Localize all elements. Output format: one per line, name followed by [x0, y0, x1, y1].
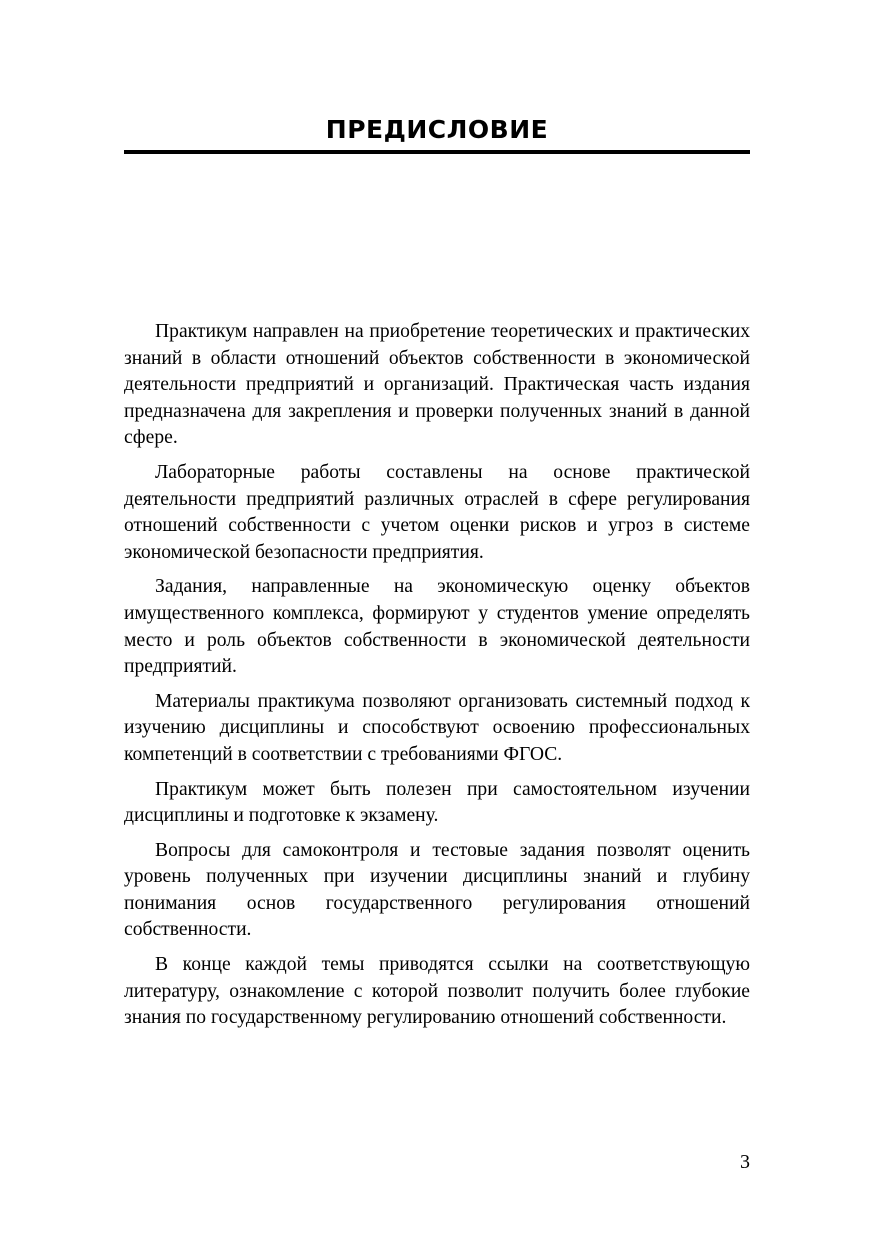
title-underline	[124, 150, 750, 154]
page-title: ПРЕДИСЛОВИЕ	[325, 115, 549, 144]
paragraph: Материалы практикума позволяют организовать системный подход к изучению дисциплины и способствуют освоению профессиональных компетенций в соответствии с требованиями ФГОС.	[124, 690, 750, 765]
page-number: 3	[740, 1151, 750, 1173]
preface-body	[124, 319, 750, 1040]
paragraph: Практикум может быть полезен при самостоятельном изучении дисциплины и подготовке к экзамену.	[124, 778, 750, 827]
paragraph: Задания, направленные на экономическую оценку объектов имущественного комплекса, формируют у студентов умение определять место и роль объектов собственности в экономической деятельности предприятий.	[124, 576, 750, 678]
paragraph: Практикум направлен на приобретение теоретических и практических знаний в области отношений объектов собственности в экономической деятельности предприятий и организаций. Практическая часть издания предназначена для закрепления и проверки полученных знаний в данной сфере.	[124, 321, 750, 449]
paragraph: В конце каждой темы приводятся ссылки на соответствующую литературу, ознакомление с которой позволит получить более глубокие знания по государственному регулированию отношений собственности.	[124, 954, 750, 1029]
paragraph: Вопросы для самоконтроля и тестовые задания позволят оценить уровень полученных при изучении дисциплины знаний и глубину понимания основ государственного регулирования отношений собственности.	[124, 839, 750, 941]
paragraph: Лабораторные работы составлены на основе практической деятельности предприятий различных отраслей в сфере регулирования отношений собственности с учетом оценки рисков и угроз в системе экономической безопасности предприятия.	[124, 461, 750, 563]
